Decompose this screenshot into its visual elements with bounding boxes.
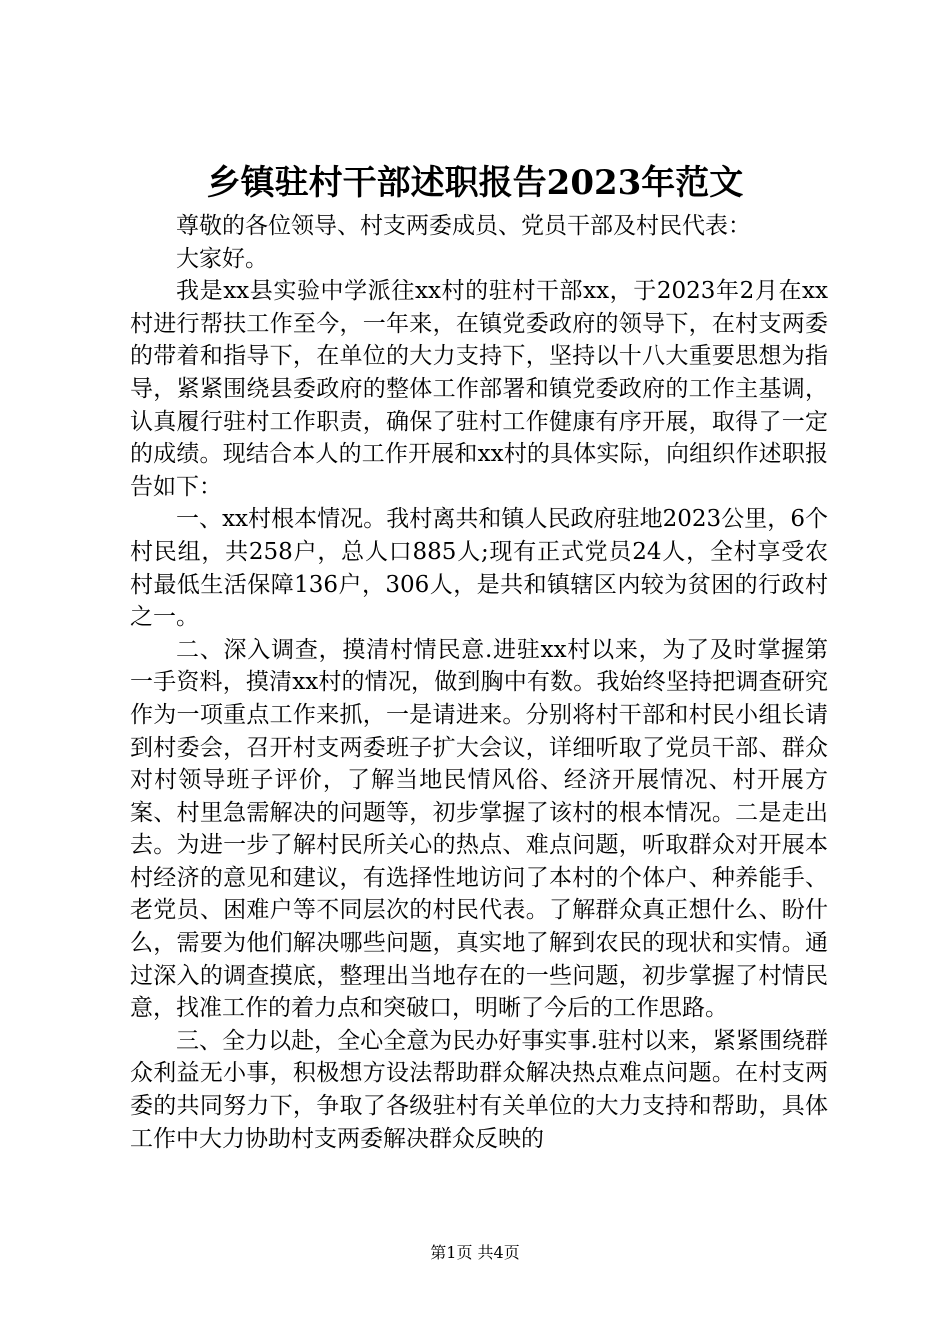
page-number-footer: 第1页 共4页	[430, 1243, 520, 1262]
section-three-paragraph: 三、全力以赴，全心全意为民办好事实事.驻村以来，紧紧围绕群众利益无小事，积极想方设法帮助群众解决热点难点问题。在村支两委的共同努力下，争取了各级驻村有关单位的大力支持和帮助，具体工作中大力协助村支两委解决群众反映的	[130, 1027, 828, 1152]
section-two-paragraph: 二、深入调查，摸清村情民意.进驻xx村以来，为了及时掌握第一手资料，摸清xx村的情况，做到胸中有数。我始终坚持把调查研究作为一项重点工作来抓，一是请进来。分别将村干部和村民小组长请到村委会，召开村支两委班子扩大会议，详细听取了党员干部、群众对村领导班子评价，了解当地民情风俗、经济开展情况、村开展方案、村里急需解决的问题等，初步掌握了该村的根本情况。二是走出去。为进一步了解村民所关心的热点、难点问题，听取群众对开展本村经济的意见和建议，有选择性地访问了本村的个体户、种养能手、老党员、困难户等不同层次的村民代表。了解群众真正想什么、盼什么，需要为他们解决哪些问题，真实地了解到农民的现状和实情。通过深入的调查摸底，整理出当地存在的一些问题，初步掌握了村情民意，找准工作的着力点和突破口，明晰了今后的工作思路。	[130, 636, 828, 1022]
salutation-paragraph: 尊敬的各位领导、村支两委成员、党员干部及村民代表：	[176, 213, 751, 239]
document-body	[130, 210, 828, 1155]
section-one-paragraph: 一、xx村根本情况。我村离共和镇人民政府驻地2023公里，6个村民组，共258户，总人口885人;现有正式党员24人，全村享受农村最低生活保障136户，306人，是共和镇辖区内较为贫困的行政村之一。	[130, 506, 828, 631]
intro-paragraph: 我是xx县实验中学派往xx村的驻村干部xx，于2023年2月在xx村进行帮扶工作至今，一年来，在镇党委政府的领导下，在村支两委的带着和指导下，在单位的大力支持下，坚持以十八大重要思想为指导，紧紧围绕县委政府的整体工作部署和镇党委政府的工作主基调，认真履行驻村工作职责，确保了驻村工作健康有序开展，取得了一定的成绩。现结合本人的工作开展和xx村的具体实际，向组织作述职报告如下：	[130, 278, 828, 500]
document-title: 乡镇驻村干部述职报告2023年范文	[206, 163, 744, 203]
greeting-paragraph: 大家好。	[176, 245, 268, 272]
